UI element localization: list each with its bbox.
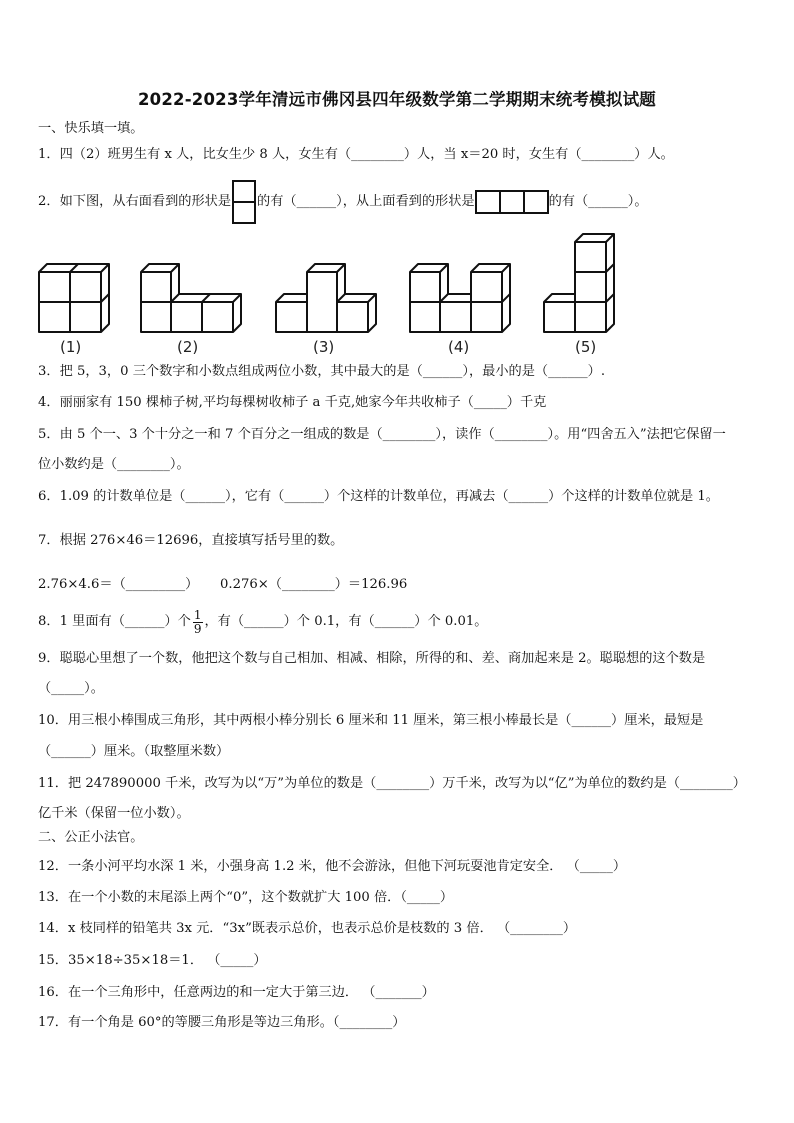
question-2: [38, 182, 768, 222]
question-5-line-1: 5．由 5 个一、3 个十分之一和 7 个百分之一组成的数是（________），读作（________）。用“四舍五入”法把它保留一: [38, 427, 726, 442]
question-8: [38, 604, 768, 640]
question-6: 6．1.09 的计数单位是（______），它有（______）个这样的计数单位，再减去（______）个这样的计数单位就是 1。: [38, 489, 719, 504]
fraction-denominator: 9: [193, 621, 202, 636]
question-16: 16．在一个三角形中，任意两边的和一定大于第三边． （_______）: [38, 985, 435, 1000]
question-8-text-a: 8．1 里面有（______）个: [38, 614, 191, 629]
figure-1: [39, 264, 109, 332]
figure-label-4: (4): [448, 338, 470, 356]
cube-figures: [36, 228, 756, 338]
top-view-shape-icon: [475, 190, 549, 214]
question-11-line-2: 亿千米（保留一位小数）。: [38, 806, 190, 821]
section-heading-2: 二、公正小法官。: [38, 830, 144, 845]
question-10-line-2: （______）厘米。（取整厘米数）: [38, 744, 230, 759]
question-2-text-c: 的有（______）。: [548, 194, 648, 209]
section-heading-1: 一、快乐填一填。: [38, 121, 144, 136]
question-7-equation-2: 0.276×（________）＝126.96: [220, 577, 408, 592]
question-5-line-2: 位小数约是（________）。: [38, 457, 190, 472]
figure-label-3: (3): [313, 338, 335, 356]
question-2-text-b: 的有（______），从上面看到的形状是: [257, 194, 475, 209]
question-8-text-b: ，有（______）个 0.1，有（______）个 0.01。: [204, 614, 488, 629]
question-17: 17．有一个角是 60°的等腰三角形是等边三角形。（________）: [38, 1015, 406, 1030]
figure-2: [141, 264, 241, 332]
question-9-line-2: （_____）。: [38, 681, 104, 696]
figure-5: [544, 234, 614, 332]
question-2-text-a: 2．如下图，从右面看到的形状是: [38, 194, 232, 209]
figure-label-5: (5): [575, 338, 597, 356]
question-14: 14．x 枝同样的铅笔共 3x 元．“3x”既表示总价，也表示总价是枝数的 3 倍． （________）: [38, 921, 577, 936]
question-3: 3．把 5，3，0 三个数字和小数点组成两位小数，其中最大的是（______），最小的是（______）.: [38, 364, 606, 379]
question-10-line-1: 10．用三根小棒围成三角形，其中两根小棒分别长 6 厘米和 11 厘米，第三根小棒最长是（______）厘米，最短是: [38, 713, 704, 728]
figure-label-2: (2): [177, 338, 199, 356]
question-12: 12．一条小河平均水深 1 米，小强身高 1.2 米，他不会游泳，但他下河玩耍池肯定安全． （_____）: [38, 859, 627, 874]
question-7-equation-1: 2.76×4.6＝（_________）: [38, 577, 199, 592]
figure-3: [276, 264, 376, 332]
question-7: 7．根据 276×46＝12696，直接填写括号里的数。: [38, 533, 344, 548]
question-9-line-1: 9．聪聪心里想了一个数，他把这个数与自己相加、相减、相除，所得的和、差、商加起来是 2。聪聪想的这个数是: [38, 651, 706, 666]
figure-label-1: (1): [60, 338, 82, 356]
page-title: 2022-2023学年清远市佛冈县四年级数学第二学期期末统考模拟试题: [138, 90, 656, 109]
question-13: 13．在一个小数的末尾添上两个“0”，这个数就扩大 100 倍．（_____）: [38, 890, 454, 905]
fraction-numerator: 1: [193, 607, 202, 622]
right-view-shape-icon: [231, 180, 257, 224]
cube-figures-drawing: [36, 228, 756, 338]
fraction-one-ninth: [193, 609, 203, 636]
question-15: 15．35×18÷35×18＝1． （_____）: [38, 953, 267, 968]
question-4: 4．丽丽家有 150 棵柿子树,平均每棵树收柿子 a 千克,她家今年共收柿子（_____）千克: [38, 395, 547, 410]
question-11-line-1: 11．把 247890000 千米，改写为以“万”为单位的数是（________）万千米，改写为以“亿”为单位的数约是（________）: [38, 776, 746, 791]
figure-4: [410, 264, 510, 332]
question-1: 1．四（2）班男生有 x 人，比女生少 8 人，女生有（________）人，当 x＝20 时，女生有（________）人。: [38, 147, 674, 162]
